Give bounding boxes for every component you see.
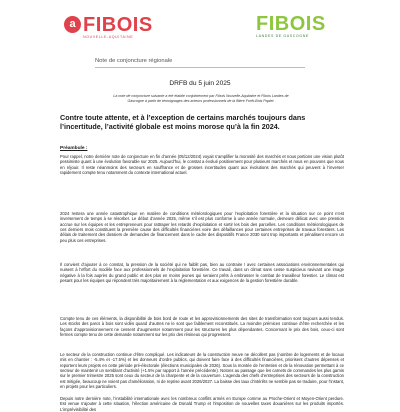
body-paragraph: Compte tenu de ces éléments, la disponibilité de bois bord de route et les approvisionnements des sites de transformation sont toujours aussi tendus. Les stocks des parcs à bois sont vidés quand d’autres ne le sont que faiblement reconstitués. La moindre prémices continue d’être recherchée et les façons d’approvisionnement ne cessent d’augmenter notamment pour les structures les plus dépendantes. Concernant le prix des bois, ceux-ci sont fermes compte tenu de cette demande notamment sur les prix des résineux qui progressent. [60, 316, 344, 338]
body-paragraph: Le secteur de la construction continue d’être compliqué. Les indicateurs de la construction neuve ne décollent pas (nombre de logements et de locaux mis en chantier : -5.4% et -17.5%) et les donneurs d’ordre publics, qui doivent faire face à des difficultés financières, priorisent d’autres dépenses et reportent leurs projets en cette période pré-électorale (élections municipales de 2026). Sous la montée de l’entretien et de la rénovation permettant à ce secteur de maintenir un semblant d’activité (+1.5% par rapport à l’année précédente). Notons au passage que les carnets de commandes les plus garnis sur le premier trimestre 2025 sont ceux du secteur de la charpente et de la couverture. L’agenda des chefs d’entreprises des secteurs de la construction est mitigée, beaucoup ne voient pas d’amélioration, ni de reprise avant 2026/2027. La baisse des taux d’intérêts ne semble pas se traduire, pour l’instant, en projets pour les particuliers. [60, 352, 344, 390]
section-title: Préambule : [60, 146, 88, 151]
body-paragraph: 2024 restera une année catastrophique en matière de conditions météorologiques pour l’exploitation forestière et la situation sur ce point n’est inversement de temps à se résorber. Le début d’année 2025, même s’il est plus conforme à une année normale, demeure délicat avec une pression accrue sur les équipes et les entrepreneurs pour rattraper les retards d’exploitation et sortir les bois des parcelles. Les conditions météorologiques de ces derniers mois constituent la première cause des difficultés financières voire des défaillances pour certaines entreprises de travaux forestiers. Les délais de traitement des dossiers de demandes de financement dans le cadre des dispositifs France 2030 sont trop importants et pénalisent encore un peu plus ces entreprises. [60, 211, 344, 243]
logo-name: FIBOIS [256, 13, 326, 35]
headline: Contre toute attente, et à l’exception de certains marchés toujours dans l’incertitude, l’activité globale est moins morose qu’à la fin 2024. [60, 113, 306, 131]
body-paragraph: Pour rappel, notre dernière note de conjoncture en fin d’année (05/12/2024) voyait s’amplifier la morosité des marchés et nous portions une vision plutôt pessimiste quant à une évolution favorable sur 2025. Aujourd’hui, le constat a évolué positivement pour plusieurs marchés et nous en pouvons que nous en réjouir. Il reste néanmoins des secteurs en souffrance et de grosses incertitudes quant aux évolutions des marchés qui peuvent à l’inverser rapidement compte tenu notamment du contexte international actuel. [60, 154, 344, 176]
logo-badge-icon: a [64, 16, 81, 33]
logo-name: FIBOIS [83, 14, 153, 36]
body-paragraph: Depuis notre dernière note, l’instabilité internationale avec les nombreux conflits armés en Europe comme au Proche-Orient et Moyen-Orient perdure. Est venue s’ajouter à cette situation, l’élection américaine de Donald Trump et l’imposition de nouvelles taxes douanières sur les produits importés. L’imprévisibilité des [60, 396, 344, 412]
document-kicker: Note de conjoncture régionale [95, 58, 173, 64]
intro-note: La note de conjoncture suivante a été établie conjointement par Fibois Nouvelle-Aquitaine et Fibois Landes de Gascogne à partir de témoignages des acteurs professionnels de la filière Forêt-Bois Papier. [113, 94, 289, 103]
fibois-landes-de-gascogne-logo [256, 13, 336, 43]
document-date: DRFB du 5 juin 2025 [169, 80, 231, 87]
body-paragraph: Il convient d’ajouter à ce constat, la pression de la société qui ne faiblit pas, bien au contraire ! avec certaines associations environnementales qui nuisent à l’effort du modèle face aux professionnels de l’exploitation forestière. Ce travail, dans un climat sans cesse suspicieux ravivant une image négative à la fois auprès du grand public et des plus en moins jeunes qui seraient prêts à embrasser le combat de travailleur forestier. Le climat est pesant pour les équipes qui répondent très majoritairement à la réglementation et aux exigences de la gestion forestière durable. [60, 262, 344, 284]
header-divider [95, 67, 305, 68]
logo-subtitle: NOUVELLE-AQUITAINE [83, 35, 134, 39]
logo-subtitle: LANDES DE GASCOGNE [256, 34, 309, 38]
fibois-nouvelle-aquitaine-logo [64, 14, 174, 44]
